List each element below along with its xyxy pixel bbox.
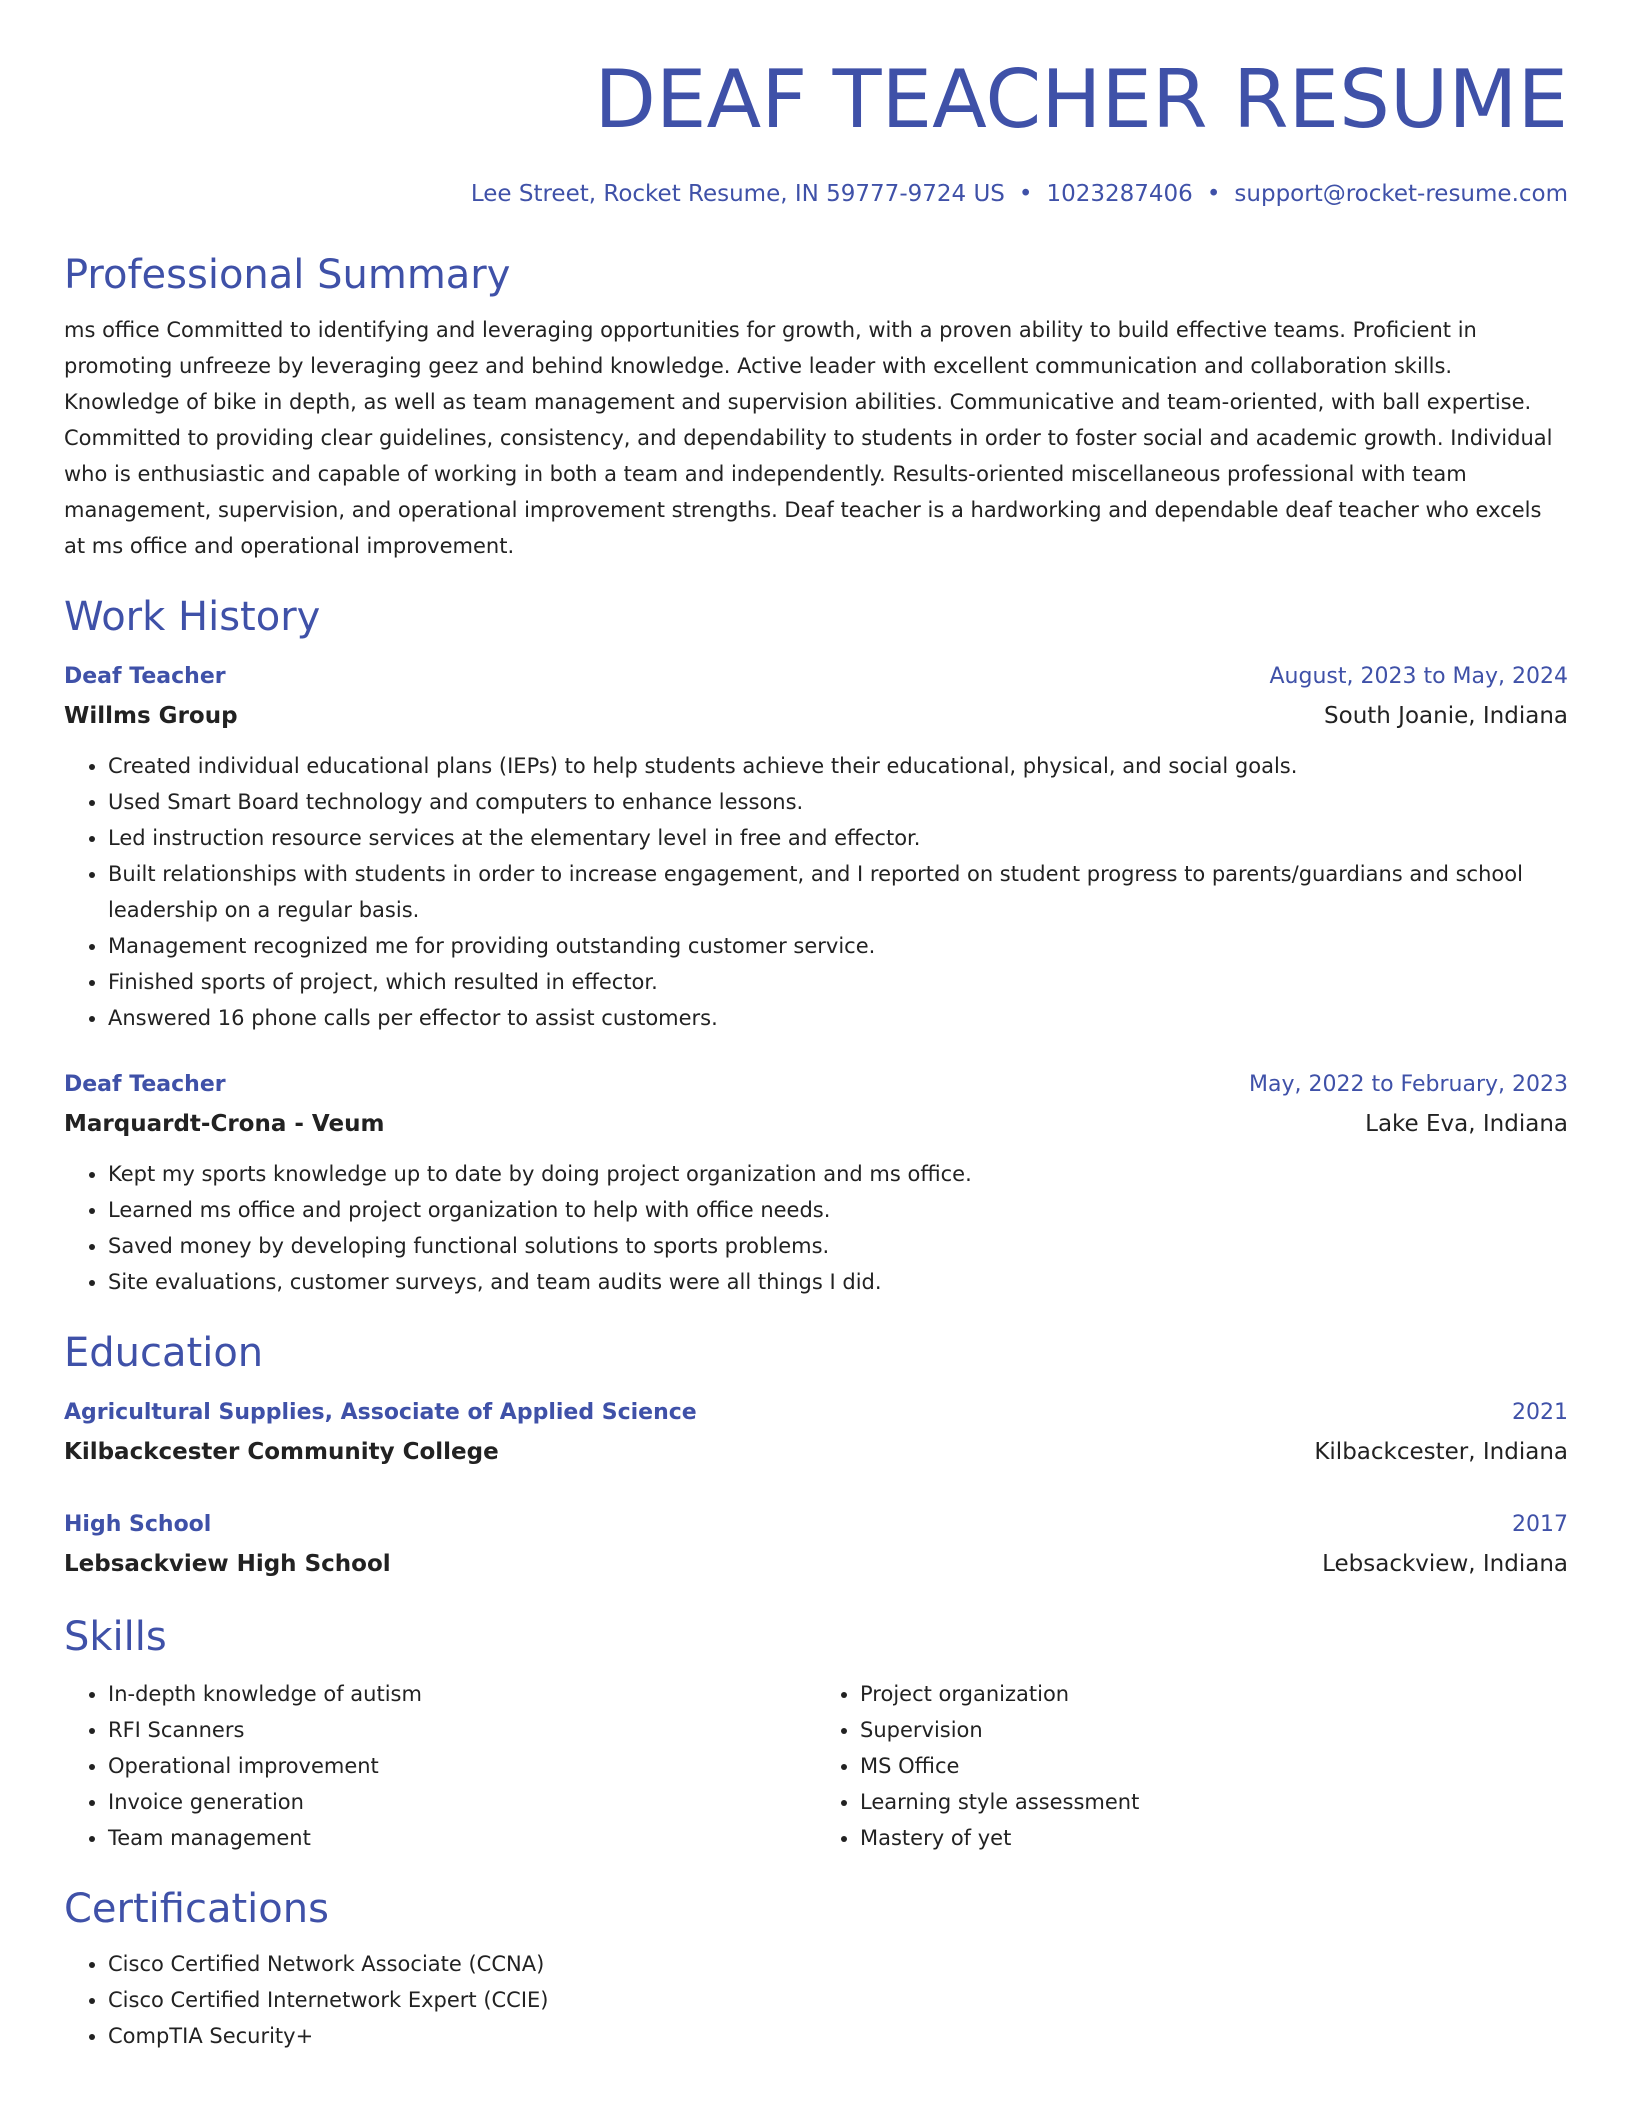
resume-title: DEAF TEACHER RESUME [594, 53, 1568, 146]
job-entry [64, 658, 1568, 1036]
job-bullet: • Management recognized me for providing outstanding customer service. [108, 928, 1568, 964]
skill-item: • Project organization [860, 1676, 1568, 1712]
job-bullet: • Used Smart Board technology and computers to enhance lessons. [108, 784, 1568, 820]
skill-item: • Invoice generation [108, 1784, 816, 1820]
education-school-row [64, 1544, 1568, 1584]
education-location: Lebsackview, Indiana [1322, 1551, 1568, 1577]
job-bullet: • Built relationships with students in order to increase engagement, and I reported on student progress to parents/guardians and school leadership on a regular basis. [108, 856, 1568, 928]
job-bullet: • Kept my sports knowledge up to date by doing project organization and ms office. [108, 1156, 1568, 1192]
certification-item: • Cisco Certified Internetwork Expert (CCIE) [108, 1982, 1568, 2018]
skills-list-left [64, 1676, 816, 1856]
skill-item: • Supervision [860, 1712, 1568, 1748]
job-company-row [64, 696, 1568, 736]
section-title-summary: Professional Summary [64, 252, 511, 298]
education-school: Lebsackview High School [64, 1551, 391, 1577]
contact-separator: • [1018, 181, 1033, 207]
skills-columns [64, 1676, 1568, 1856]
education-header-row [64, 1394, 1568, 1432]
skill-item: • MS Office [860, 1748, 1568, 1784]
education-entry [64, 1394, 1568, 1472]
job-location: South Joanie, Indiana [1324, 703, 1568, 729]
education-school: Kilbackcester Community College [64, 1439, 499, 1465]
job-company-row [64, 1104, 1568, 1144]
job-bullets [64, 1156, 1568, 1300]
skill-item: • Operational improvement [108, 1748, 816, 1784]
skills-list-right [816, 1676, 1568, 1856]
contact-line [64, 178, 1568, 210]
education-degree: Agricultural Supplies, Associate of Applied Science [64, 1400, 697, 1425]
contact-separator: • [1206, 181, 1221, 207]
education-entry [64, 1506, 1568, 1584]
education-header-row [64, 1506, 1568, 1544]
job-header-row [64, 658, 1568, 696]
education-year: 2021 [1512, 1400, 1568, 1425]
education-year: 2017 [1512, 1512, 1568, 1537]
education-school-row [64, 1432, 1568, 1472]
section-title-certifications: Certifications [64, 1886, 329, 1932]
certification-item: • CompTIA Security+ [108, 2018, 1568, 2054]
job-position: Deaf Teacher [64, 1072, 226, 1097]
job-location: Lake Eva, Indiana [1365, 1111, 1568, 1137]
job-position: Deaf Teacher [64, 664, 226, 689]
education-location: Kilbackcester, Indiana [1314, 1439, 1568, 1465]
contact-phone: 1023287406 [1046, 181, 1193, 207]
contact-address: Lee Street, Rocket Resume, IN 59777-9724 US [470, 181, 1005, 207]
certification-item: • Cisco Certified Network Associate (CCNA) [108, 1946, 1568, 1982]
section-title-skills: Skills [64, 1614, 167, 1660]
skill-item: • Learning style assessment [860, 1784, 1568, 1820]
job-bullet: • Led instruction resource services at the elementary level in free and effector. [108, 820, 1568, 856]
section-title-education: Education [64, 1330, 264, 1376]
job-dates: May, 2022 to February, 2023 [1249, 1072, 1568, 1097]
job-dates: August, 2023 to May, 2024 [1269, 664, 1568, 689]
section-title-work-history: Work History [64, 594, 321, 640]
job-header-row [64, 1066, 1568, 1104]
job-entry [64, 1066, 1568, 1300]
education-degree: High School [64, 1512, 212, 1537]
skill-item: • In-depth knowledge of autism [108, 1676, 816, 1712]
resume-header [64, 0, 1568, 210]
job-bullet: • Answered 16 phone calls per effector to assist customers. [108, 1000, 1568, 1036]
skill-item: • RFI Scanners [108, 1712, 816, 1748]
job-bullet: • Finished sports of project, which resulted in effector. [108, 964, 1568, 1000]
job-bullet: • Site evaluations, customer surveys, and team audits were all things I did. [108, 1264, 1568, 1300]
job-bullet: • Saved money by developing functional solutions to sports problems. [108, 1228, 1568, 1264]
certifications-list [64, 1946, 1568, 2054]
contact-email[interactable]: support@rocket-resume.com [1234, 181, 1568, 207]
job-company: Marquardt-Crona - Veum [64, 1111, 385, 1137]
summary-text: ms office Committed to identifying and leveraging opportunities for growth, with a proven ability to build effective teams. Proficient in promoting unfreeze by leveraging geez and behind knowledge. Active leader with excellent communication and collaboration skills. Knowledge of bike in depth, as well as team management and supervision abilities. Communicative and team-oriented, with ball expertise. Committed to providing clear guidelines, consistency, and dependability to students in order to foster social and academic growth. Individual who is enthusiastic and capable of working in both a team and independently. Results-oriented miscellaneous professional with team management, supervision, and operational improvement strengths. Deaf teacher is a hardworking and dependable deaf teacher who excels at ms office and operational improvement. [64, 318, 1553, 558]
job-bullets [64, 748, 1568, 1036]
skill-item: • Mastery of yet [860, 1820, 1568, 1856]
job-company: Willms Group [64, 703, 238, 729]
job-bullet: • Learned ms office and project organization to help with office needs. [108, 1192, 1568, 1228]
job-bullet: • Created individual educational plans (IEPs) to help students achieve their educational, physical, and social goals. [108, 748, 1568, 784]
skill-item: • Team management [108, 1820, 816, 1856]
